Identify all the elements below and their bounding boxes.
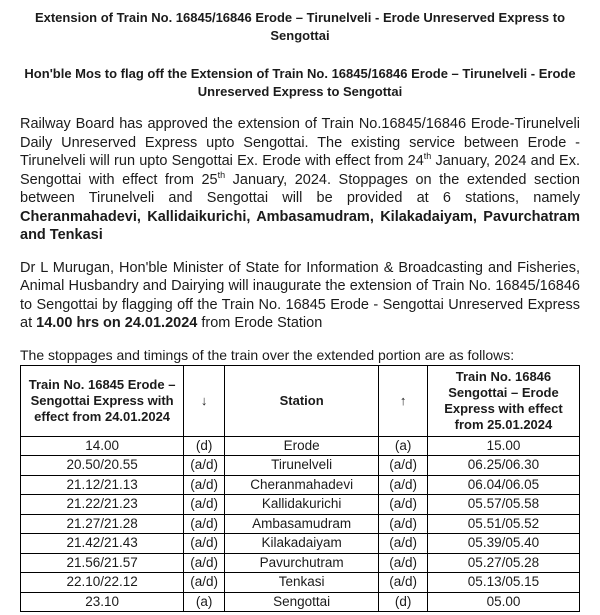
cell-down-time: 21.27/21.28 [21, 514, 184, 534]
cell-up-time: 15.00 [427, 436, 579, 456]
cell-up-mark: (a/d) [379, 553, 428, 573]
cell-up-mark: (a/d) [379, 475, 428, 495]
cell-down-time: 22.10/22.12 [21, 573, 184, 593]
cell-down-mark: (a/d) [184, 534, 225, 554]
table-row [21, 456, 580, 476]
header-train-16845: Train No. 16845 Erode – Sengottai Express with effect from 24.01.2024 [21, 365, 184, 436]
cell-down-mark: (d) [184, 436, 225, 456]
cell-down-mark: (a/d) [184, 573, 225, 593]
table-row [21, 436, 580, 456]
paragraph-text: January, 2024. Stoppages on the extended section between Tirunelveli and Sengottai will be provided at 6 stations, namely [20, 171, 580, 206]
cell-down-time: 21.12/21.13 [21, 475, 184, 495]
title-main: Extension of Train No. 16845/16846 Erode – Tirunelveli - Erode Unreserved Express to Sengottai [34, 10, 566, 43]
paragraph-text: January, 2024 and Ex. Sengottai with effect from 25 [20, 153, 580, 188]
cell-down-mark: (a/d) [184, 553, 225, 573]
cell-down-time: 23.10 [21, 592, 184, 612]
stoppages-table [20, 365, 580, 613]
cell-down-time: 21.42/21.43 [21, 534, 184, 554]
cell-station: Tenkasi [225, 573, 379, 593]
table-row [21, 553, 580, 573]
cell-up-mark: (a/d) [379, 456, 428, 476]
cell-up-time: 05.57/05.58 [427, 495, 579, 515]
cell-station: Tirunelveli [225, 456, 379, 476]
cell-down-time: 21.22/21.23 [21, 495, 184, 515]
table-row [21, 573, 580, 593]
paragraph-inauguration [20, 259, 580, 333]
up-arrow-icon: ↑ [379, 365, 428, 436]
down-arrow-icon: ↓ [184, 365, 225, 436]
ordinal-superscript: th [217, 169, 226, 180]
table-row [21, 495, 580, 515]
cell-down-time: 14.00 [21, 436, 184, 456]
paragraph-approval [20, 115, 580, 245]
paragraph-text: Dr L Murugan, Hon'ble Minister of State for Information & Broadcasting and Fisheries, Animal Husbandry and Dairying will inaugurate the extension of Train No. 16845/16846 to Sengottai by flagging off the Train No. 16845 Erode - Sengottai Unreserved Express at [20, 259, 580, 331]
cell-up-time: 05.51/05.52 [427, 514, 579, 534]
cell-up-mark: (a/d) [379, 573, 428, 593]
cell-station: Cheranmahadevi [225, 475, 379, 495]
table-intro: The stoppages and timings of the train over the extended portion are as follows: [20, 346, 515, 363]
cell-up-time: 05.13/05.15 [427, 573, 579, 593]
cell-down-mark: (a/d) [184, 475, 225, 495]
cell-up-mark: (a/d) [379, 514, 428, 534]
cell-up-time: 06.25/06.30 [427, 456, 579, 476]
cell-up-time: 06.04/06.05 [427, 475, 579, 495]
cell-up-time: 05.27/05.28 [427, 553, 579, 573]
cell-up-time: 05.39/05.40 [427, 534, 579, 554]
header-station: Station [225, 365, 379, 436]
cell-station: Kilakadaiyam [225, 534, 379, 554]
cell-station: Erode [225, 436, 379, 456]
cell-down-mark: (a) [184, 592, 225, 612]
table-row [21, 592, 580, 612]
cell-station: Ambasamudram [225, 514, 379, 534]
paragraph-text: Railway Board has approved the extension of Train No.16845/16846 Erode-Tirunelveli Daily Unreserved Express upto Sengottai. The existing service between Erode - Tirunelveli will run upto Sengottai Ex. Erode with effect from 24 [20, 116, 580, 169]
cell-down-time: 20.50/20.55 [21, 456, 184, 476]
cell-station: Sengottai [225, 592, 379, 612]
table-row [21, 475, 580, 495]
cell-up-time: 05.00 [427, 592, 579, 612]
table-header-row [21, 365, 580, 436]
paragraph-text: from Erode Station [197, 315, 323, 331]
cell-up-mark: (a/d) [379, 495, 428, 515]
table-row [21, 514, 580, 534]
cell-down-mark: (a/d) [184, 456, 225, 476]
cell-down-mark: (a/d) [184, 514, 225, 534]
header-train-16846: Train No. 16846 Sengottai – Erode Express with effect from 25.01.2024 [427, 365, 579, 436]
cell-down-time: 21.56/21.57 [21, 553, 184, 573]
station-list-bold: Cheranmahadevi, Kallidaikurichi, Ambasamudram, Kilakadaiyam, Pavurchatram and Tenkasi [20, 208, 580, 243]
cell-up-mark: (d) [379, 592, 428, 612]
cell-up-mark: (a) [379, 436, 428, 456]
ordinal-superscript: th [423, 151, 432, 162]
cell-down-mark: (a/d) [184, 495, 225, 515]
title-sub: Hon'ble Mos to flag off the Extension of Train No. 16845/16846 Erode – Tirunelveli - Erode Unreserved Express to Sengottai [24, 66, 576, 99]
cell-station: Kallidakurichi [225, 495, 379, 515]
flagoff-datetime-bold: 14.00 hrs on 24.01.2024 [36, 315, 198, 331]
cell-station: Pavurchutram [225, 553, 379, 573]
cell-up-mark: (a/d) [379, 534, 428, 554]
table-row [21, 534, 580, 554]
